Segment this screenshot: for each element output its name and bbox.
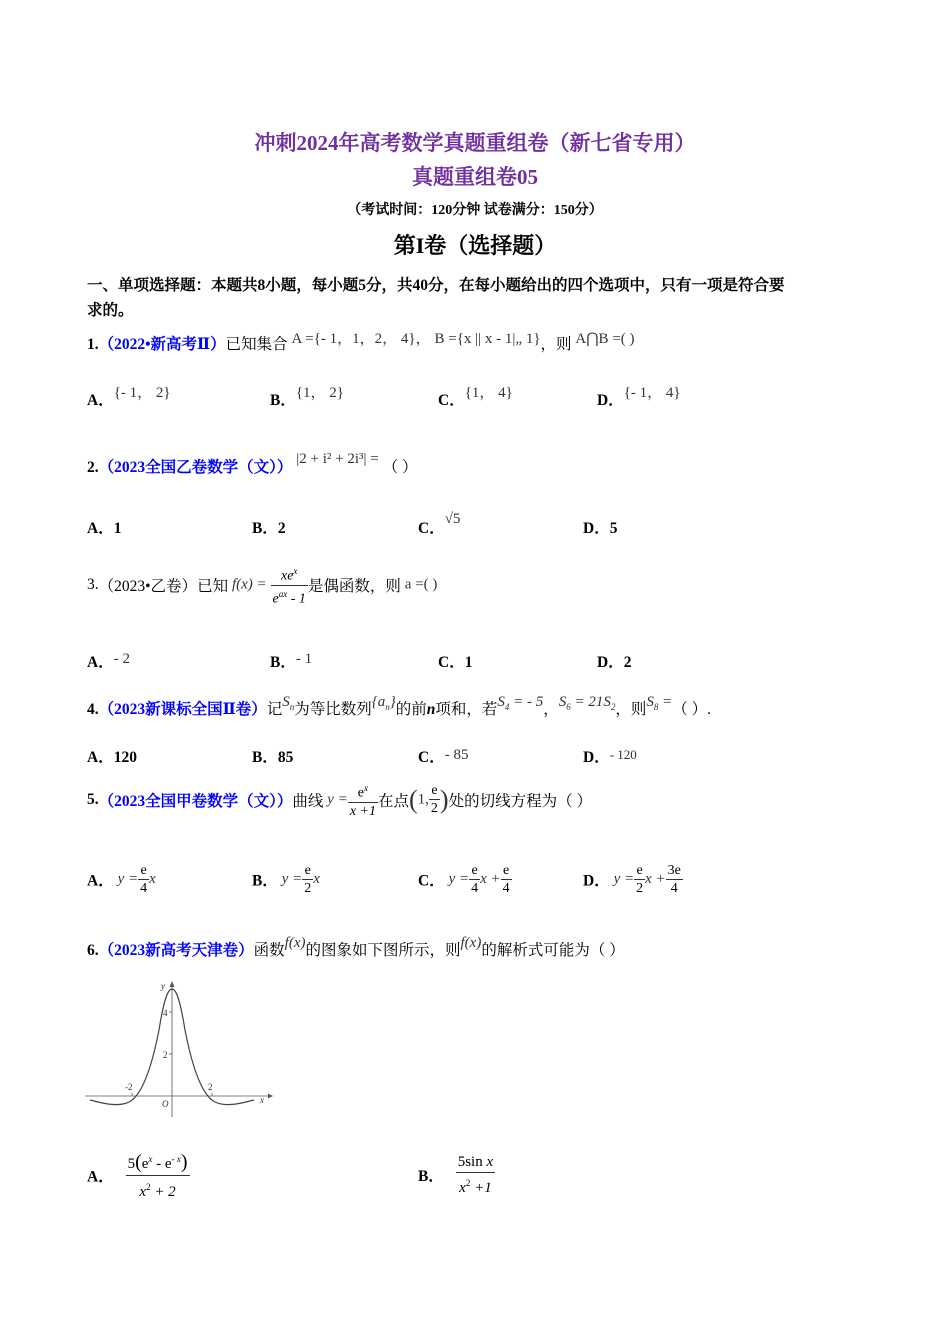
fraction-numerator: $xe^x$ [271,563,308,586]
question-text: 函数 [253,942,285,959]
option-a[interactable]: A． y = $\frac{e}{4}$ x [87,863,156,896]
option-d[interactable]: D． y = $\frac{e}{2}$ x + $\frac{3e}{4}$ [583,863,681,896]
x-tick-label: 2 [208,1082,213,1092]
paper-subtitle: 真题重组卷05 [412,165,538,189]
question-text: ，则 [615,701,647,718]
math-intersection: A⋂B =( ) [575,331,635,347]
option-b[interactable]: B．- 1 [270,651,313,671]
exam-info: （考试时间：120分钟 试卷满分：150分） [347,203,603,218]
question-text: （ ）. [672,701,712,718]
question-text: 处的切线方程为（ ） [448,792,592,810]
y-axis-arrow [170,981,175,987]
math-point: 1, [417,791,429,808]
question-text: 的解析式可能为（ ） [481,942,625,959]
math-set-a: A ={- 1，1，2， 4}， [291,331,431,347]
question-text: 曲线 [292,792,324,810]
question-text: 项和，若 [435,701,498,718]
option-a[interactable]: A．- 2 [87,651,130,671]
option-a[interactable]: A．120 [87,749,137,766]
math-fx: f(x) [284,935,306,951]
math-modulus: |2 + i² + 2i³| = [296,451,379,467]
math-s4: $S_4$ = - 5 [497,694,544,712]
question-number: 3. [87,576,99,594]
paper-title: 冲刺2024年高考数学真题重组卷（新七省专用） [254,131,696,155]
math-s8: $S_8$ = [646,694,673,712]
question-source: （2023新高考天津卷） [98,942,254,959]
question-3 [87,563,437,607]
option-d[interactable]: D．5 [583,520,618,537]
math-sn: $S_n$ [282,694,295,712]
option-d[interactable]: D．{- 1， 4} [597,385,681,409]
option-c[interactable]: C．{1， 4} [438,385,513,409]
question-1 [87,332,635,354]
y-axis-label: y [161,981,165,991]
section-title: 第I卷（选择题） [393,233,557,258]
option-c[interactable]: C． y = $\frac{e}{4}$ x + $\frac{e}{4}$ [418,863,510,896]
option-b[interactable]: B．2 [252,520,286,537]
math-an: $\{a_n\}$ [371,694,396,712]
option-b[interactable]: B．{1， 2} [270,385,344,409]
question-text: （ ） [382,459,418,476]
option-b[interactable]: B． y = $\frac{e}{2}$ x [252,863,320,896]
question-text: 为等比数列 [294,701,372,718]
x-axis-arrow [268,1094,273,1099]
y-tick-label: 2 [163,1050,168,1060]
question-text: 已知集合 [225,336,288,353]
question-number: 6. [87,942,99,959]
y-tick-label: 4 [163,1008,168,1018]
math-function-lhs: f(x) = [231,576,267,593]
fraction-denominator: $e^{ax} - 1$ [272,588,306,607]
question-text: n [426,701,436,718]
question-text: ， [543,701,559,718]
question-text: 的前 [395,701,427,718]
option-c[interactable]: C．√5 [418,511,461,537]
question-text: 在点 [377,792,409,810]
option-c[interactable]: C．- 85 [418,747,469,766]
origin-label: O [162,1099,169,1109]
option-b[interactable]: B．85 [252,749,294,766]
x-tick-label: -2 [125,1082,133,1092]
question-text: 已知 [197,578,229,596]
option-b[interactable]: B． $\frac{\text{5sin x}}{x^2 +1}$ [418,1154,494,1196]
question-text: 是偶函数，则 [307,578,401,596]
question-source: （2023全国甲卷数学（文）） [98,792,293,810]
question-source: （2023新课标全国Ⅱ卷） [98,701,267,718]
option-d[interactable]: D．2 [597,654,632,671]
question-text: ，则 [540,336,572,353]
x-axis-label: x [260,1095,264,1105]
math-curve-lhs: y = [327,791,348,808]
instructions-line-2: 求的。 [87,302,134,319]
math-s6: $S_6 = 21S_2$ [558,694,616,712]
math-fx: f(x) [460,935,482,951]
math-curve-fraction: $\frac{e^x}{x +1}$ [348,780,378,820]
option-a[interactable]: A．{- 1， 2} [87,385,171,409]
question-number: 2. [87,459,99,476]
question-4 [87,694,712,720]
question-source: （2023•乙卷） [98,578,198,596]
option-c[interactable]: C．1 [438,654,473,671]
option-a[interactable]: A．1 [87,520,122,537]
question-number: 5. [87,790,99,808]
question-text: 记 [266,701,283,718]
math-point-fraction: $\frac{e}{2}$ [430,783,438,817]
question-source: （2022•新高考Ⅱ） [98,336,226,353]
math-set-b: B ={x || x - 1|„ 1} [434,331,541,347]
question-source: （2023全国乙卷数学（文）） [98,459,293,476]
paren-left: ( [409,784,418,814]
math-fraction [271,563,308,607]
question-number: 4. [87,701,99,718]
question-number: 1. [87,336,99,353]
math-ask: a =( ) [404,576,438,593]
question-2 [87,451,418,477]
question-6 [87,935,625,960]
paren-right: ) [439,784,449,814]
question-text: 的图象如下图所示，则 [305,942,461,959]
function-graph [85,975,275,1120]
option-d[interactable]: D．- 120 [583,747,637,766]
question-5 [87,780,592,820]
instructions-line-1: 一、单项选择题：本题共8小题，每小题5分，共40分，在每小题给出的四个选项中，只有一项是符合要 [87,277,785,294]
option-a[interactable]: A． $\frac{5(e^x - e^{- x})}{x^2 + 2}$ [87,1148,190,1203]
